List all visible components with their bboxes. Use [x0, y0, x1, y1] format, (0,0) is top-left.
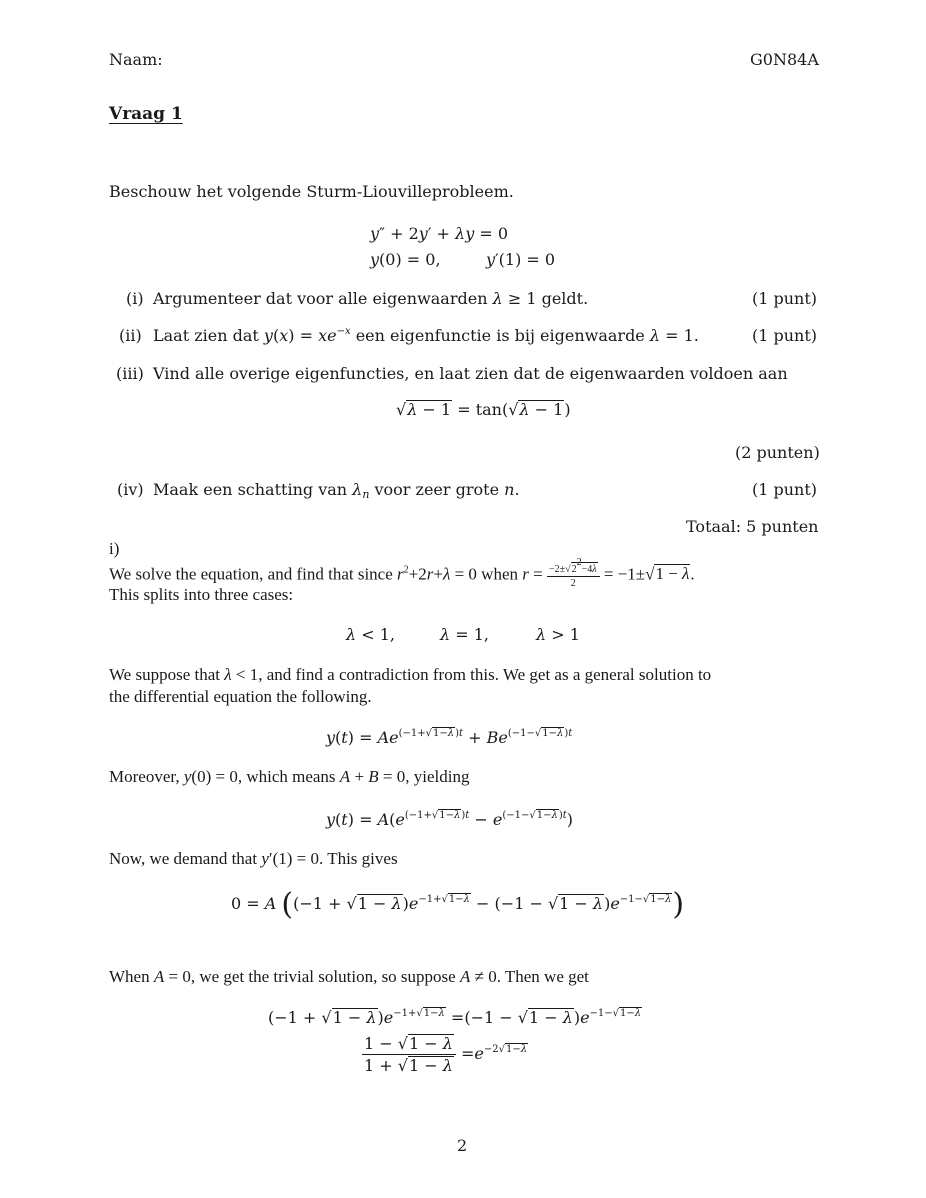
answer-paragraph-5: When A = 0, we get the trivial solution, so suppose A ≠ 0. Then we get [109, 967, 589, 986]
system-equation-1: y″ + 2y′ + λy = 0 [370, 224, 508, 243]
equation-4: $(-1 + √1 - \lambda)e^{-1+√1-\lambda} =(-1 - √1 - \lambda)e^{-1-√1-\lambda}$ [268, 1008, 642, 1027]
case-2: λ = 1, [440, 625, 489, 644]
part-iii-number: (iii) [116, 364, 144, 383]
question-title: Vraag 1 [109, 104, 183, 124]
equation-5: $\frac{1 - √1 - \lambda}{1 + √1 - \lambda}$ $=e^{-2√1-\lambda}$ [364, 1034, 528, 1075]
case-1: λ < 1, [346, 625, 395, 644]
part-iv-text: Maak een schatting van $\lambda_n$ voor zeer grote n. [153, 480, 520, 501]
equation-3: 0 = A $((-1 + √1 - \lambda)e^{-1+√1-\lambda} - (-1 - √1 - \lambda)e^{-1-√1-\lambda})$ [231, 887, 685, 922]
answer-paragraph-4: Now, we demand that y′(1) = 0. This gives [109, 849, 398, 868]
equation-2: $y(t) = A(e^{(-1+√1-\lambda)t} - e^{(-1-√1-\lambda)t})$ [326, 810, 574, 829]
answer-label: i) [109, 539, 120, 558]
page-number: 2 [457, 1136, 468, 1155]
answer-paragraph-1: We solve the equation, and find that since $r^2+2r+\lambda = 0$ when r = $\frac{-2\pm√2^2-4\lambda}{2}$ = −1±√1 − λ. [109, 557, 695, 589]
part-iii-equation: √λ − 1 = tan(√λ − 1) [396, 400, 571, 419]
equation-1: $y(t) = Ae^{(-1+√1-\lambda)t} + Be^{(-1-√1-\lambda)t}$ [326, 728, 573, 747]
part-ii-text: Laat zien dat $y(x) = xe^{-x}$ een eigenfunctie is bij eigenwaarde λ = 1. [153, 326, 699, 345]
part-iv-number: (iv) [117, 480, 144, 499]
part-iii-text: Vind alle overige eigenfuncties, en laat zien dat de eigenwaarden voldoen aan [153, 364, 788, 383]
name-label: Naam: [109, 50, 163, 69]
part-ii-number: (ii) [119, 326, 142, 345]
answer-paragraph-2b: the differential equation the following. [109, 687, 372, 706]
answer-paragraph-3: Moreover, y(0) = 0, which means A + B = 0, yielding [109, 767, 470, 786]
part-i-number: (i) [126, 289, 144, 308]
part-i-points: (1 punt) [752, 289, 818, 308]
intro-text: Beschouw het volgende Sturm-Liouvilleprobleem. [109, 182, 514, 201]
total-points: Totaal: 5 punten [686, 517, 819, 536]
part-iv-points: (1 punt) [752, 480, 818, 499]
part-ii-points: (1 punt) [752, 326, 818, 345]
part-iii-points: (2 punten) [735, 443, 820, 462]
part-i-text: Argumenteer dat voor alle eigenwaarden λ ≥ 1 geldt. [153, 289, 589, 308]
case-3: λ > 1 [536, 625, 580, 644]
system-equation-2: y(0) = 0, [370, 250, 441, 269]
answer-paragraph-1-end: This splits into three cases: [109, 585, 294, 604]
answer-paragraph-2: We suppose that λ < 1, and find a contradiction from this. We get as a general solution to [109, 665, 712, 684]
system-equation-3: y′(1) = 0 [486, 250, 556, 269]
exam-code: G0N84A [750, 50, 819, 69]
